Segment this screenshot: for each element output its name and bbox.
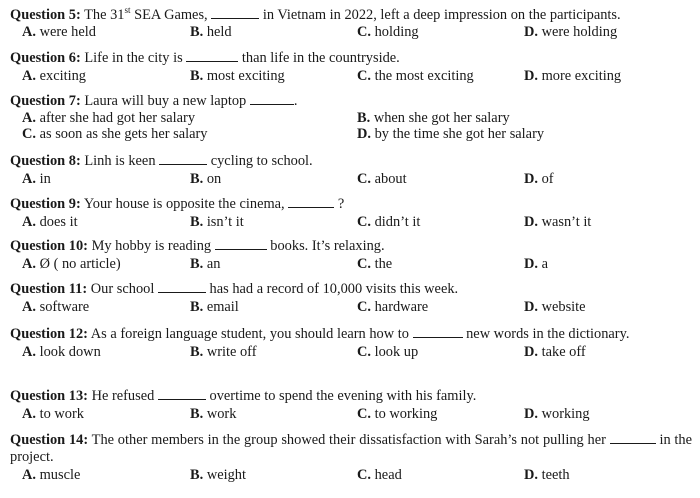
- question-11: [10, 280, 692, 317]
- question-stem: Question 13: He refused overtime to spend the evening with his family.: [10, 388, 477, 404]
- option-b[interactable]: B. write off: [190, 344, 257, 360]
- option-d[interactable]: D. teeth: [524, 467, 570, 483]
- option-d[interactable]: D. wasn’t it: [524, 214, 592, 230]
- question-number: Question 6:: [10, 50, 81, 66]
- options-row: [10, 405, 692, 424]
- option-a[interactable]: A. in: [22, 171, 51, 187]
- option-c[interactable]: C. to working: [357, 406, 438, 422]
- option-a[interactable]: A. look down: [22, 344, 101, 360]
- option-d[interactable]: D. by the time she got her salary: [357, 126, 545, 142]
- question-number: Question 12:: [10, 326, 88, 342]
- option-a[interactable]: A. muscle: [22, 467, 81, 483]
- option-c[interactable]: C. holding: [357, 24, 419, 40]
- question-stem: Question 10: My hobby is reading books. It’s relaxing.: [10, 238, 385, 254]
- option-b[interactable]: B. isn’t it: [190, 214, 244, 230]
- question-9: [10, 195, 692, 232]
- question-6: [10, 49, 692, 86]
- option-c[interactable]: C. as soon as she gets her salary: [22, 126, 208, 142]
- options-row: [10, 110, 692, 126]
- question-number: Question 11:: [10, 281, 88, 297]
- option-d[interactable]: D. more exciting: [524, 68, 622, 84]
- question-number: Question 14:: [10, 432, 89, 448]
- option-b[interactable]: B. most exciting: [190, 68, 285, 84]
- option-c[interactable]: C. the: [357, 256, 393, 272]
- options-row: [10, 126, 692, 142]
- question-10: [10, 237, 692, 274]
- option-a[interactable]: A. to work: [22, 406, 84, 422]
- answer-blank: [413, 325, 463, 338]
- question-number: Question 9:: [10, 196, 81, 212]
- option-a[interactable]: A. exciting: [22, 68, 86, 84]
- option-c[interactable]: C. look up: [357, 344, 419, 360]
- options-row: [10, 213, 692, 232]
- question-12: [10, 325, 692, 362]
- option-c[interactable]: C. the most exciting: [357, 68, 474, 84]
- question-13: [10, 387, 692, 424]
- question-number: Question 10:: [10, 238, 88, 254]
- question-stem: Question 14: The other members in the group showed their dissatisfaction with Sarah’s not pulling her in the project.: [10, 432, 692, 465]
- option-c[interactable]: C. didn’t it: [357, 214, 421, 230]
- question-number: Question 7:: [10, 93, 81, 109]
- options-row: [10, 67, 692, 86]
- answer-blank: [215, 237, 267, 250]
- option-d[interactable]: D. website: [524, 299, 586, 315]
- option-d[interactable]: D. working: [524, 406, 590, 422]
- answer-blank: [288, 195, 334, 208]
- option-a[interactable]: A. does it: [22, 214, 78, 230]
- option-c[interactable]: C. hardware: [357, 299, 429, 315]
- answer-blank: [158, 387, 206, 400]
- question-number: Question 13:: [10, 388, 88, 404]
- answer-blank: [610, 431, 656, 444]
- answer-blank: [159, 152, 207, 165]
- option-b[interactable]: B. on: [190, 171, 222, 187]
- option-a[interactable]: A. after she had got her salary: [22, 110, 196, 126]
- option-c[interactable]: C. about: [357, 171, 407, 187]
- answer-blank: [250, 92, 294, 105]
- question-7: [10, 92, 692, 142]
- option-d[interactable]: D. of: [524, 171, 554, 187]
- question-number: Question 8:: [10, 153, 81, 169]
- option-b[interactable]: B. work: [190, 406, 237, 422]
- option-d[interactable]: D. a: [524, 256, 548, 272]
- option-a[interactable]: A. Ø ( no article): [22, 256, 121, 272]
- option-d[interactable]: D. take off: [524, 344, 586, 360]
- option-b[interactable]: B. held: [190, 24, 232, 40]
- question-stem: Question 8: Linh is keen cycling to school.: [10, 153, 313, 169]
- question-stem: Question 11: Our school has had a record of 10,000 visits this week.: [10, 281, 459, 297]
- options-row: [10, 24, 692, 40]
- option-a[interactable]: A. software: [22, 299, 90, 315]
- option-c[interactable]: C. head: [357, 467, 402, 483]
- options-row: [10, 466, 692, 485]
- question-stem: Question 7: Laura will buy a new laptop .: [10, 93, 298, 109]
- question-number: Question 5:: [10, 7, 81, 23]
- question-stem: Question 9: Your house is opposite the cinema, ?: [10, 196, 345, 212]
- options-row: [10, 343, 692, 362]
- answer-blank: [186, 49, 238, 62]
- question-5: [10, 6, 692, 40]
- question-stem: Question 6: Life in the city is than life in the countryside.: [10, 50, 400, 66]
- option-b[interactable]: B. email: [190, 299, 239, 315]
- answer-blank: [158, 280, 206, 293]
- option-b[interactable]: B. an: [190, 256, 221, 272]
- answer-blank: [211, 6, 259, 19]
- question-stem: Question 5: The 31st SEA Games, in Vietnam in 2022, left a deep impression on the participants.: [10, 5, 621, 23]
- options-row: [10, 298, 692, 317]
- question-8: [10, 152, 692, 189]
- options-row: [10, 255, 692, 274]
- option-b[interactable]: B. weight: [190, 467, 246, 483]
- question-stem: Question 12: As a foreign language student, you should learn how to new words in the dictionary.: [10, 326, 630, 342]
- option-b[interactable]: B. when she got her salary: [357, 110, 510, 126]
- options-row: [10, 170, 692, 189]
- option-a[interactable]: A. were held: [22, 24, 96, 40]
- question-14: [10, 431, 692, 485]
- option-d[interactable]: D. were holding: [524, 24, 618, 40]
